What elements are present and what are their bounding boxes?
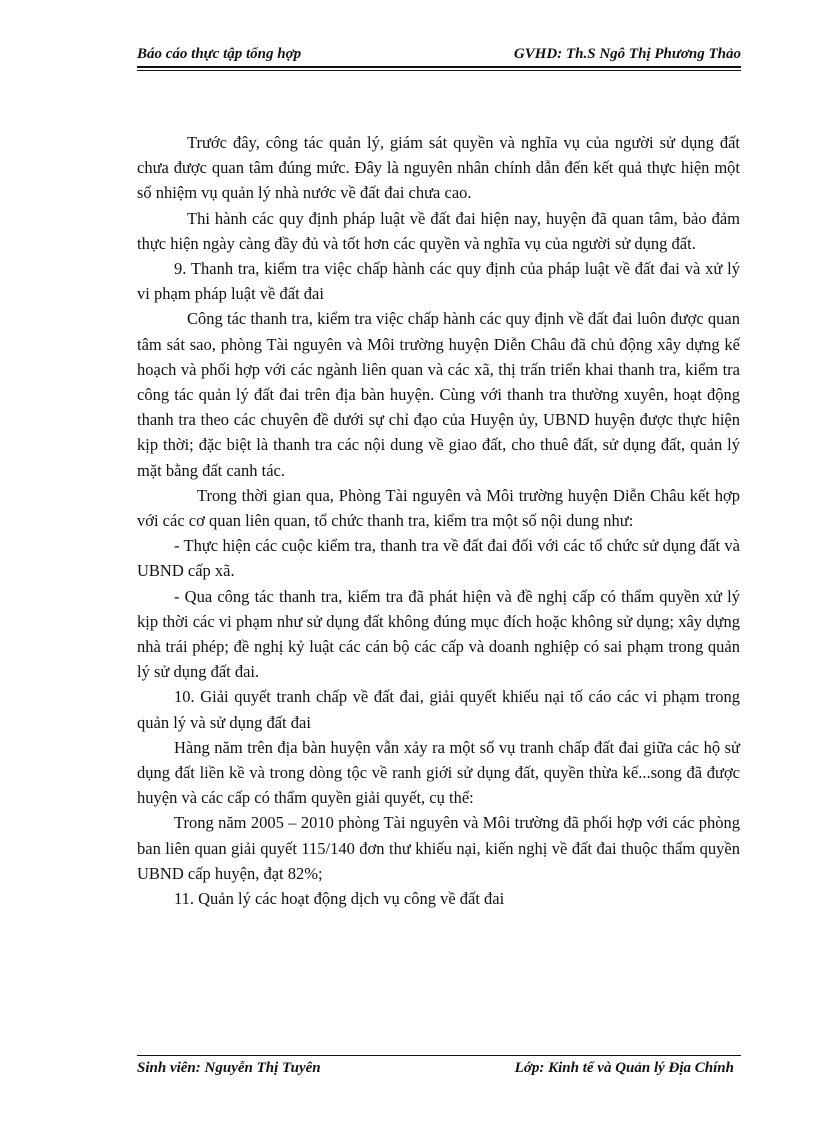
document-body	[137, 130, 740, 911]
section-heading-9: 9. Thanh tra, kiểm tra việc chấp hành các quy định của pháp luật về đất đai và xử lý vi phạm pháp luật về đất đai	[137, 259, 740, 304]
paragraph: Thi hành các quy định pháp luật về đất đai hiện nay, huyện đã quan tâm, bảo đảm thực hiện ngày càng đầy đủ và tốt hơn các quyền và nghĩa vụ của người sử dụng đất.	[137, 208, 740, 253]
header-report-title: Báo cáo thực tập tổng hợp	[137, 46, 302, 62]
page-header	[137, 44, 741, 66]
bullet-item: - Qua công tác thanh tra, kiểm tra đã phát hiện và đề nghị cấp có thẩm quyền xử lý kịp thời các vi phạm như sử dụng đất không đúng mục đích hoặc không sử dụng; xây dựng nhà trái phép; đề nghị kỷ luật các cán bộ các cấp và doanh nghiệp có sai phạm trong quản lý sử dụng đất đai.	[137, 586, 740, 682]
paragraph: Trước đây, công tác quản lý, giám sát quyền và nghĩa vụ của người sử dụng đất chưa được quan tâm đúng mức. Đây là nguyên nhân chính dẫn đến kết quả thực hiện một số nhiệm vụ quản lý nhà nước về đất đai chưa cao.	[137, 133, 740, 203]
header-supervisor: GVHD: Th.S Ngô Thị Phương Thảo	[513, 46, 741, 62]
paragraph: Công tác thanh tra, kiểm tra việc chấp hành các quy định về đất đai luôn được quan tâm sát sao, phòng Tài nguyên và Môi trường huyện Diễn Châu đã chủ động xây dựng kế hoạch và phối hợp với các ngành liên quan và các xã, thị trấn triển khai thanh tra, kiểm tra công tác quản lý đất đai trên địa bàn huyện. Cùng với thanh tra thường xuyên, hoạt động thanh tra theo các chuyên đề dưới sự chỉ đạo của Huyện ủy, UBND huyện được thực hiện kịp thời; đặc biệt là thanh tra các nội dung về giao đất, cho thuê đất, sử dụng đất, quản lý mặt bằng đất canh tác.	[137, 309, 740, 480]
footer-rule	[137, 1055, 741, 1056]
header-rule-thick	[137, 66, 741, 68]
bullet-item: - Thực hiện các cuộc kiểm tra, thanh tra về đất đai đối với các tổ chức sử dụng đất và UBND cấp xã.	[137, 536, 740, 581]
paragraph: Trong năm 2005 – 2010 phòng Tài nguyên và Môi trường đã phối hợp với các phòng ban liên quan giải quyết 115/140 đơn thư khiếu nại, kiến nghị về đất đai thuộc thẩm quyền UBND cấp huyện, đạt 82%;	[137, 813, 740, 883]
footer-student: Sinh viên: Nguyễn Thị Tuyên	[137, 1060, 321, 1076]
section-heading-11: 11. Quản lý các hoạt động dịch vụ công về đất đai	[174, 889, 505, 909]
section-heading-10: 10. Giải quyết tranh chấp về đất đai, giải quyết khiếu nại tố cáo các vi phạm trong quản lý và sử dụng đất đai	[137, 687, 740, 732]
header-rule-thin	[137, 70, 741, 71]
footer-class: Lớp: Kinh tế và Quản lý Địa Chính	[514, 1060, 734, 1076]
page-footer	[137, 1058, 734, 1080]
paragraph: Hàng năm trên địa bàn huyện vẫn xảy ra một số vụ tranh chấp đất đai giữa các hộ sử dụng đất liền kề và trong dòng tộc về ranh giới sử dụng đất, quyền thừa kế...song đã được huyện và các cấp có thẩm quyền giải quyết, cụ thể:	[137, 737, 740, 808]
paragraph: Trong thời gian qua, Phòng Tài nguyên và Môi trường huyện Diễn Châu kết hợp với các cơ quan liên quan, tổ chức thanh tra, kiểm tra một số nội dung như:	[137, 485, 740, 531]
